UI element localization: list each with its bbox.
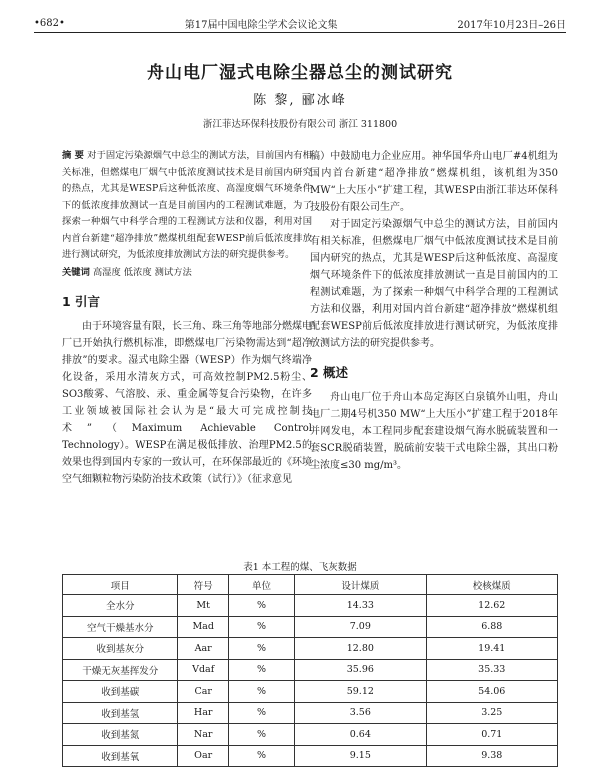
table-row [63, 681, 558, 703]
table-cell: 收到基氧 [63, 745, 178, 767]
table-cell: % [228, 724, 294, 746]
coal-ash-data-table [62, 574, 558, 767]
table-header: 单位 [228, 575, 294, 595]
conference-date: 2017年10月23日–26日 [457, 19, 566, 31]
running-header [34, 14, 566, 33]
table-cell: 12.80 [295, 638, 426, 660]
table-cell: 35.33 [426, 659, 557, 681]
table-cell: 全水分 [63, 595, 178, 617]
abstract [62, 148, 312, 281]
table-cell: % [228, 681, 294, 703]
table-header: 项目 [63, 575, 178, 595]
table-cell: 9.38 [426, 745, 557, 767]
table-cell: Mad [178, 616, 229, 638]
section-1-paragraph: 由于环境容量有限，长三角、珠三角等地部分燃煤电厂已开始执行燃机标准，即燃煤电厂污染物需达到“超净排放”的要求。湿式电除尘器（WESP）作为烟气终端净化设备，采用水清灰方式，可高效控制PM2.5粉尘、SO3酸雾、气溶胶、汞、重金属等复合污染物，在许多工业领域被国际社会认为是“最大可完成控制技术”（Maximum Achievable Control Technology）。WESP在满足极低排放、治理PM2.5的效果也得到国内专家的一致认可，在环保部最近的《环境空气细颗粒物污染防治技术政策（试行）》（征求意见 [62, 321, 312, 485]
table-cell: 7.09 [295, 616, 426, 638]
table-cell: 收到基氮 [63, 724, 178, 746]
table-cell: Oar [178, 745, 229, 767]
table-cell: % [228, 659, 294, 681]
title-block [0, 58, 600, 130]
table-cell: 14.33 [295, 595, 426, 617]
table-cell: 空气干燥基水分 [63, 616, 178, 638]
paragraph-2: 对于固定污染源烟气中总尘的测试方法，目前国内有相关标准，但燃煤电厂烟气中低浓度测试技术是目前国内研究的热点，尤其是WESP后这种低浓度、高湿度烟气环境条件下的低浓度排放测试一直是目前国内的工程测试难题，为了探索一种烟气中科学合理的工程测试方法和仪器，利用对国内首台新建“超净排放”燃煤机组配套WESP前后低浓度排放进行测试研究，为低浓度排放测试方法的研究提供参考。 [310, 219, 558, 349]
table-cell: 19.41 [426, 638, 557, 660]
table-header: 校核煤质 [426, 575, 557, 595]
table-cell: Har [178, 702, 229, 724]
table-cell: % [228, 616, 294, 638]
table-cell: Car [178, 681, 229, 703]
table-cell: 12.62 [426, 595, 557, 617]
table-cell: 35.96 [295, 659, 426, 681]
table-cell: 0.71 [426, 724, 557, 746]
table-cell: 9.15 [295, 745, 426, 767]
table-cell: 收到基灰分 [63, 638, 178, 660]
table-cell: 收到基碳 [63, 681, 178, 703]
journal-name: 第17届中国电除尘学术会议论文集 [184, 19, 338, 31]
table-cell: 54.06 [426, 681, 557, 703]
table-row [63, 724, 558, 746]
paper-title: 舟山电厂湿式电除尘器总尘的测试研究 [147, 63, 453, 83]
table-cell: 59.12 [295, 681, 426, 703]
table-row [63, 616, 558, 638]
table-caption: 表1 本工程的煤、飞灰数据 [243, 562, 357, 573]
table-cell: Vdaf [178, 659, 229, 681]
section-1-heading: 1 引言 [62, 294, 101, 309]
table-cell: % [228, 702, 294, 724]
table-cell: Nar [178, 724, 229, 746]
table-header: 符号 [178, 575, 229, 595]
table-cell: 收到基氢 [63, 702, 178, 724]
abstract-text: 对于固定污染源烟气中总尘的测试方法，目前国内有相关标准，但燃煤电厂烟气中低浓度测试技术是目前国内研究的热点，尤其是WESP后这种低浓度、高湿度烟气环境条件下的低浓度排放测试一直是目前国内的工程测试难题，为了探索一种烟气中科学合理的工程测试方法和仪器，利用对国内首台新建“超净排放”燃煤机组配套WESP前后低浓度排放进行测试研究，为低浓度排放测试方法的研究提供参考。 [62, 150, 312, 260]
table-cell: Aar [178, 638, 229, 660]
table-row [63, 638, 558, 660]
table-cell: 3.25 [426, 702, 557, 724]
table-header-row [63, 575, 558, 595]
table-row [63, 745, 558, 767]
authors: 陈 黎, 郦冰峰 [253, 93, 347, 108]
keywords-line [62, 265, 312, 282]
keywords-label: 关键词 [62, 266, 90, 278]
table-header: 设计煤质 [295, 575, 426, 595]
page-number: •682• [34, 17, 65, 29]
table-cell: 3.56 [295, 702, 426, 724]
continued-paragraph: 稿）中鼓励电力企业应用。神华国华舟山电厂#4机组为国内首台新建“超净排放”燃煤机组，该机组为350 MW“上大压小”扩建工程，其WESP由浙江菲达环保科技股份有限公司生产。 [310, 151, 558, 213]
abstract-label: 摘 要 [62, 150, 85, 161]
keywords: 高湿度 低浓度 测试方法 [92, 266, 192, 278]
section-2-paragraph: 舟山电厂位于舟山本岛定海区白泉镇外山咀，舟山电厂二期4号机350 MW“上大压小”扩建工程于2018年并网发电，本工程同步配套建设烟气海水脱硫装置和一套SCR脱硝装置，脱硫前安装干式电除尘器，其出口粉尘浓度≤30 mg/m³。 [310, 392, 558, 471]
affiliation: 浙江菲达环保科技股份有限公司 浙江 311800 [202, 119, 398, 130]
table-cell: % [228, 595, 294, 617]
table-cell: % [228, 745, 294, 767]
section-2-heading: 2 概述 [310, 365, 349, 380]
table-cell: 干燥无灰基挥发分 [63, 659, 178, 681]
table-row [63, 659, 558, 681]
table-row [63, 702, 558, 724]
table-row [63, 595, 558, 617]
table-cell: Mt [178, 595, 229, 617]
table-cell: 6.88 [426, 616, 557, 638]
table-cell: 0.64 [295, 724, 426, 746]
left-column [62, 148, 312, 488]
right-column [310, 148, 558, 474]
table-cell: % [228, 638, 294, 660]
